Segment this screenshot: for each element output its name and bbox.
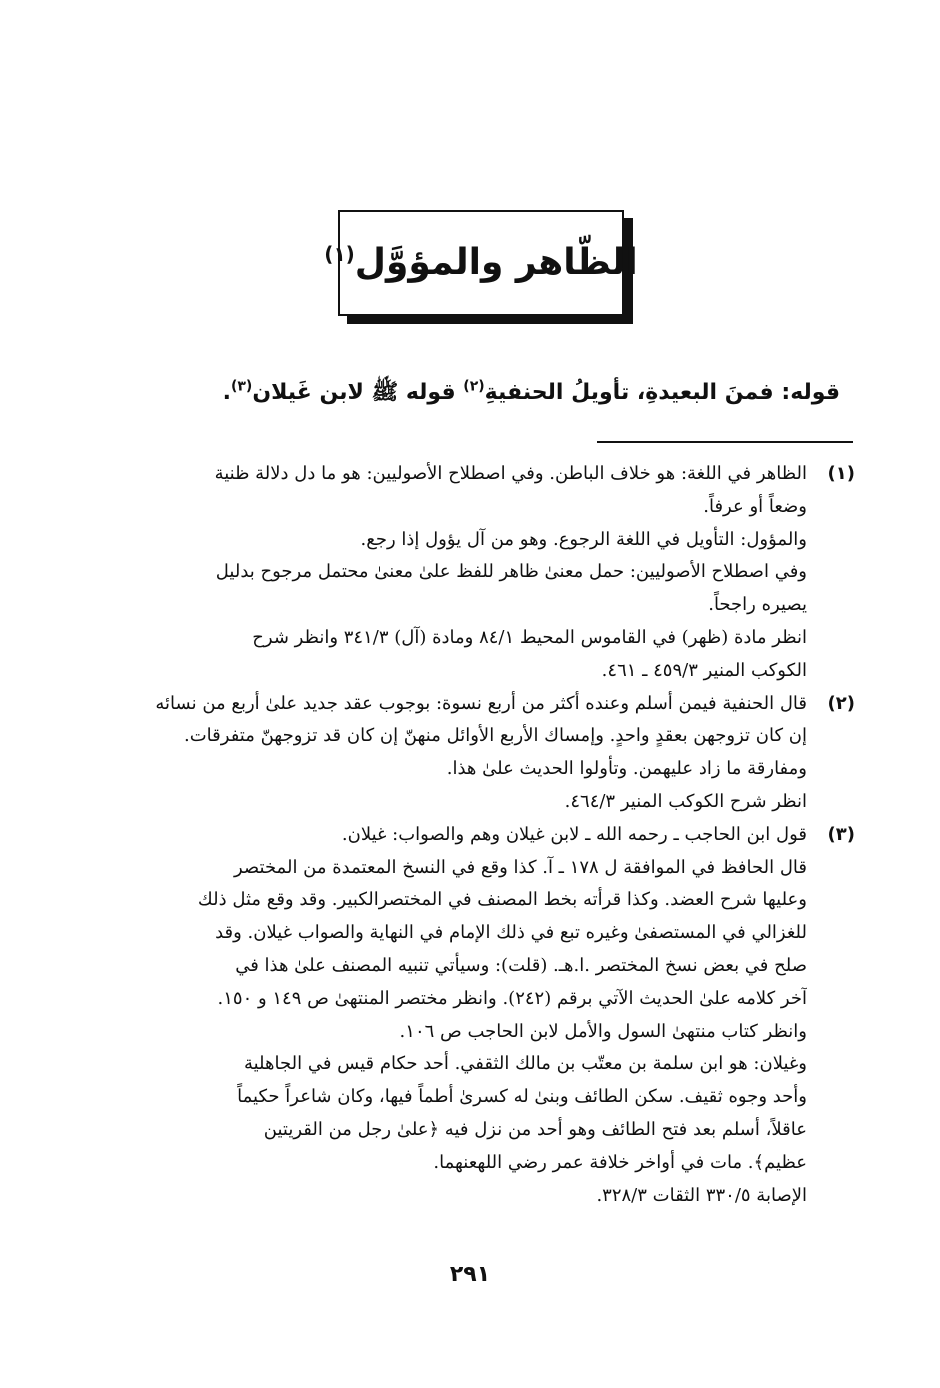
footnote-2 — [100, 688, 855, 819]
footnote-1 — [100, 458, 855, 688]
chapter-title — [324, 242, 638, 283]
footnote-line: عظيم﴾. مات في أواخر خلافة عمر رضي اللهعنهما. — [433, 1151, 807, 1173]
footnote-line: إن كان تزوجهن بعقدٍ واحدٍ. وإمساك الأربع الأوائل منهنّ إن كان قد تزوجهنّ متفرقات. — [184, 725, 807, 747]
main-label: قوله: — [781, 380, 840, 405]
footnote-line: انظر مادة (ظهر) في القاموس المحيط ٨٤/١ ومادة (آل) ٣٤١/٣ وانظر شرح — [252, 626, 807, 648]
page-number: ٢٩١ — [449, 1262, 491, 1287]
footnote-number: (٣) — [827, 823, 855, 845]
footnote-line: وغيلان: هو ابن سلمة بن معتّب بن مالك الثقفي. أحد حكام قيس في الجاهلية — [243, 1053, 807, 1075]
footnote-line: والمؤول: التأويل في اللغة الرجوع. وهو من آل يؤول إذا رجع. — [360, 528, 807, 550]
footnote-line: قال الحنفية فيمن أسلم وعنده أكثر من أربع نسوة: بوجوب عقد جديد علىٰ أربع من نسائه — [155, 692, 807, 714]
footnote-number: (١) — [827, 463, 855, 484]
footnote-line: للغزالي في المستصفىٰ وغيره تبع في ذلك الإمام في النهاية والصواب غيلان. وقد — [215, 922, 807, 944]
footnote-line: وضعاً أو عرفاً. — [703, 495, 807, 517]
footnote-line: ومفارقة ما زاد عليهمن. وتأولوا الحديث علىٰ هذا. — [446, 758, 807, 780]
footnote-line: الظاهر في اللغة: هو خلاف الباطن. وفي اصطلاح الأصوليين: هو ما دل دلالة ظنية — [214, 463, 807, 484]
footnote-line: عاقلاً، أسلم بعد فتح الطائف وهو أحد من نزل فيه ﴿علىٰ رجل من القريتين — [263, 1118, 807, 1140]
footnote-line: صلح في بعض نسخ المختصر .ا.هـ. (قلت): وسيأتي تنبيه المصنف علىٰ هذا في — [235, 954, 807, 976]
main-text-line — [100, 372, 840, 414]
footnote-line: وعليها شرح العضد. وكذا قرأته بخط المصنف في المختصرالكبير. وقد وقع مثل ذلك — [197, 889, 807, 911]
footnote-line: وأحد وجوه ثقيف. سكن الطائف وبنىٰ له كسرىٰ أطماً فيها، وكان شاعراً حكيماً — [237, 1086, 807, 1108]
footnote-line: وانظر كتاب منتهىٰ السول والأمل لابن الحاجب ص ١٠٦. — [399, 1020, 807, 1042]
footnote-line: الإصابة ٣٣٠/٥ الثقات ٣٢٨/٣. — [596, 1184, 807, 1206]
main-text-end: . — [222, 380, 231, 405]
footnote-number: (٢) — [827, 692, 855, 714]
footnote-separator — [597, 441, 853, 443]
main-footnote-ref-3: (٣) — [230, 378, 253, 395]
footnote-line: يصيره راجحاً. — [708, 594, 807, 616]
main-footnote-ref-2: (٢) — [463, 378, 485, 395]
main-text-part1: فمنَ البعيدةِ، تأويلُ الحنفيةِ — [484, 380, 774, 405]
chapter-title-box — [324, 210, 638, 316]
footnote-line: انظر شرح الكوكب المنير ٤٦٤/٣. — [564, 790, 807, 812]
chapter-title-text: الظّاهر والمؤوَّل — [354, 242, 638, 283]
footnote-line: وفي اصطلاح الأصوليين: حمل معنىٰ ظاهر للفظ علىٰ معنىٰ محتمل مرجوح بدليل — [215, 561, 807, 583]
chapter-title-footnote-ref: (١) — [324, 242, 355, 266]
footnote-line: الكوكب المنير ٤٥٩/٣ ـ ٤٦١. — [601, 659, 807, 681]
footnote-line: آخر كلامه علىٰ الحديث الآتي برقم (٢٤٢). وانظر مختصر المنتهىٰ ص ١٤٩ و ١٥٠. — [217, 987, 807, 1009]
footnote-line: قول ابن الحاجب ـ رحمه الله ـ لابن غيلان وهم والصواب: غيلان. — [341, 823, 807, 845]
main-text-part2: قوله ﷺ لابن غَيلان — [252, 380, 456, 405]
footnote-line: قال الحافظ في الموافقة ل ١٧٨ ـ آ. كذا وقع في النسخ المعتمدة من المختصر — [233, 856, 807, 878]
footnotes — [100, 458, 855, 1212]
footnote-3 — [100, 819, 855, 1213]
